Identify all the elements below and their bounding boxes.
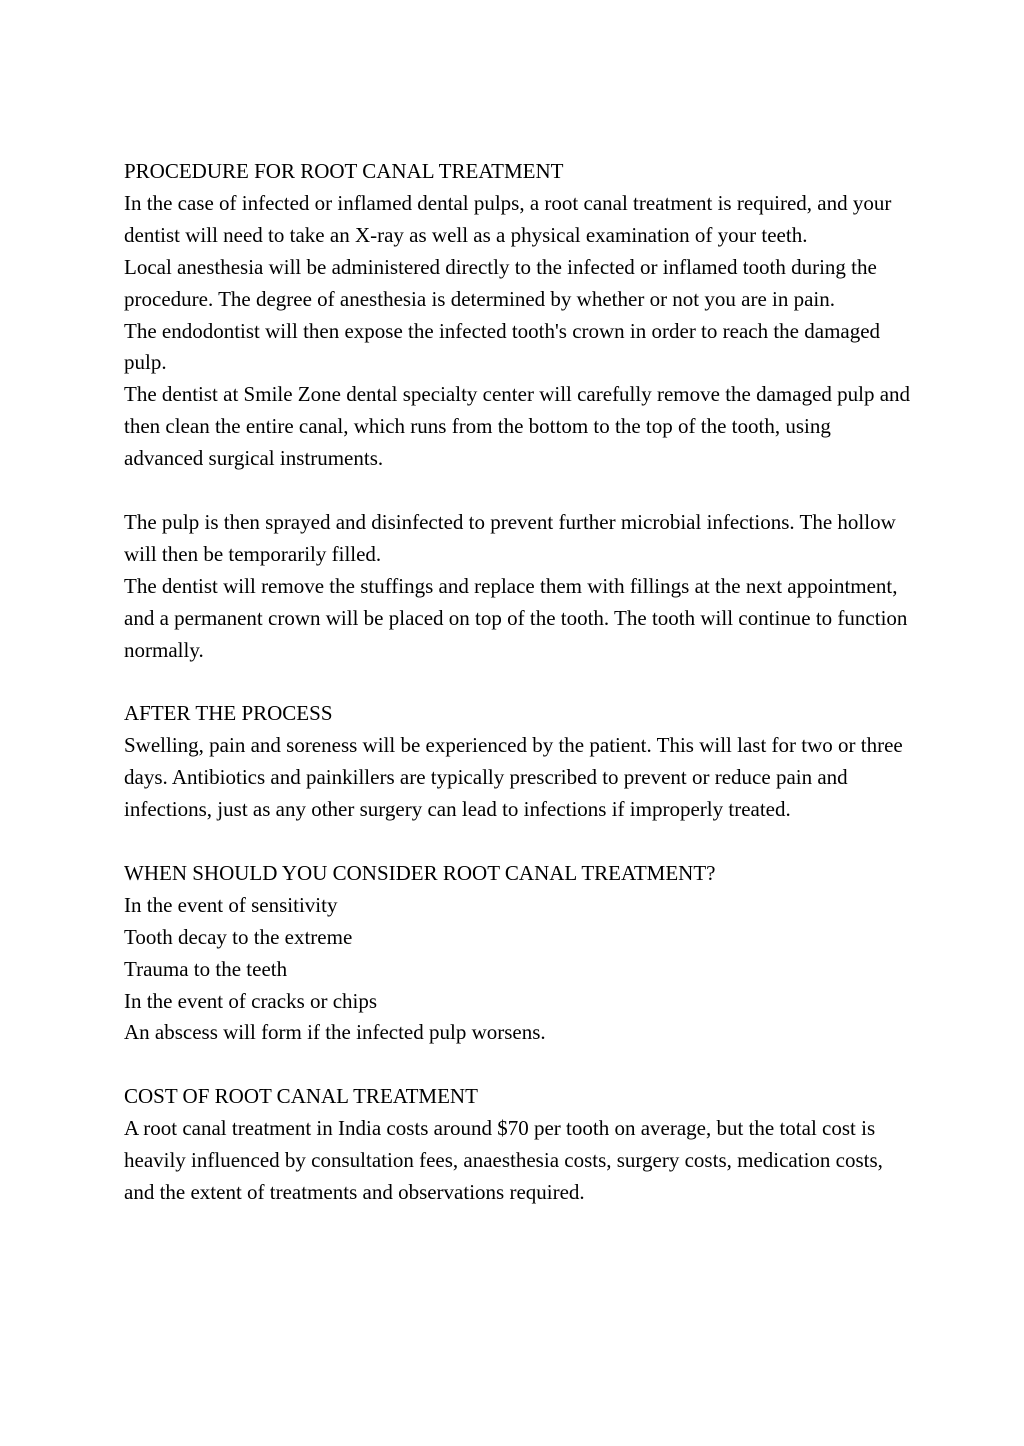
list-item: An abscess will form if the infected pulp worsens. <box>124 1020 546 1045</box>
list-item: In the event of cracks or chips <box>124 988 378 1013</box>
section-procedure-continued <box>124 507 914 667</box>
list-item: In the event of sensitivity <box>124 892 338 917</box>
section-when-consider <box>124 858 914 1049</box>
heading-when-consider: WHEN SHOULD YOU CONSIDER ROOT CANAL TREATMENT? <box>124 860 716 885</box>
section-cost <box>124 1081 914 1209</box>
list-item: Tooth decay to the extreme <box>124 924 353 949</box>
section-after-process <box>124 698 914 826</box>
list-item: Trauma to the teeth <box>124 956 288 981</box>
paragraph: Local anesthesia will be administered directly to the infected or inflamed tooth during the procedure. The degree of anesthesia is determined by whether or not you are in pain. <box>124 254 883 311</box>
paragraph: The dentist will remove the stuffings and replace them with fillings at the next appointment, and a permanent crown will be placed on top of the tooth. The tooth will continue to function normally. <box>124 573 913 662</box>
document-page <box>124 156 914 1209</box>
blank-line <box>124 666 914 698</box>
section-procedure <box>124 156 914 475</box>
paragraph: Swelling, pain and soreness will be experienced by the patient. This will last for two or three days. Antibiotics and painkillers are typically prescribed to prevent or reduce pain and infections, just as any other surgery can lead to infections if improperly treated. <box>124 733 909 822</box>
paragraph: The pulp is then sprayed and disinfected to prevent further microbial infections. The hollow will then be temporarily filled. <box>124 509 901 566</box>
heading-procedure: PROCEDURE FOR ROOT CANAL TREATMENT <box>124 159 564 183</box>
heading-cost: COST OF ROOT CANAL TREATMENT <box>124 1084 478 1109</box>
heading-after-process: AFTER THE PROCESS <box>124 701 333 726</box>
blank-line <box>124 475 914 507</box>
paragraph: In the case of infected or inflamed dental pulps, a root canal treatment is required, and your dentist will need to take an X-ray as well as a physical examination of your teeth. <box>124 190 897 247</box>
paragraph: The dentist at Smile Zone dental specialty center will carefully remove the damaged pulp and then clean the entire canal, which runs from the bottom to the top of the tooth, using advanced surgical instruments. <box>124 382 916 471</box>
blank-line <box>124 826 914 858</box>
paragraph: The endodontist will then expose the infected tooth's crown in order to reach the damaged pulp. <box>124 318 886 375</box>
paragraph: A root canal treatment in India costs around $70 per tooth on average, but the total cost is heavily influenced by consultation fees, anaesthesia costs, surgery costs, medication costs, and the extent of treatments and observations required. <box>124 1116 889 1204</box>
blank-line <box>124 1049 914 1081</box>
